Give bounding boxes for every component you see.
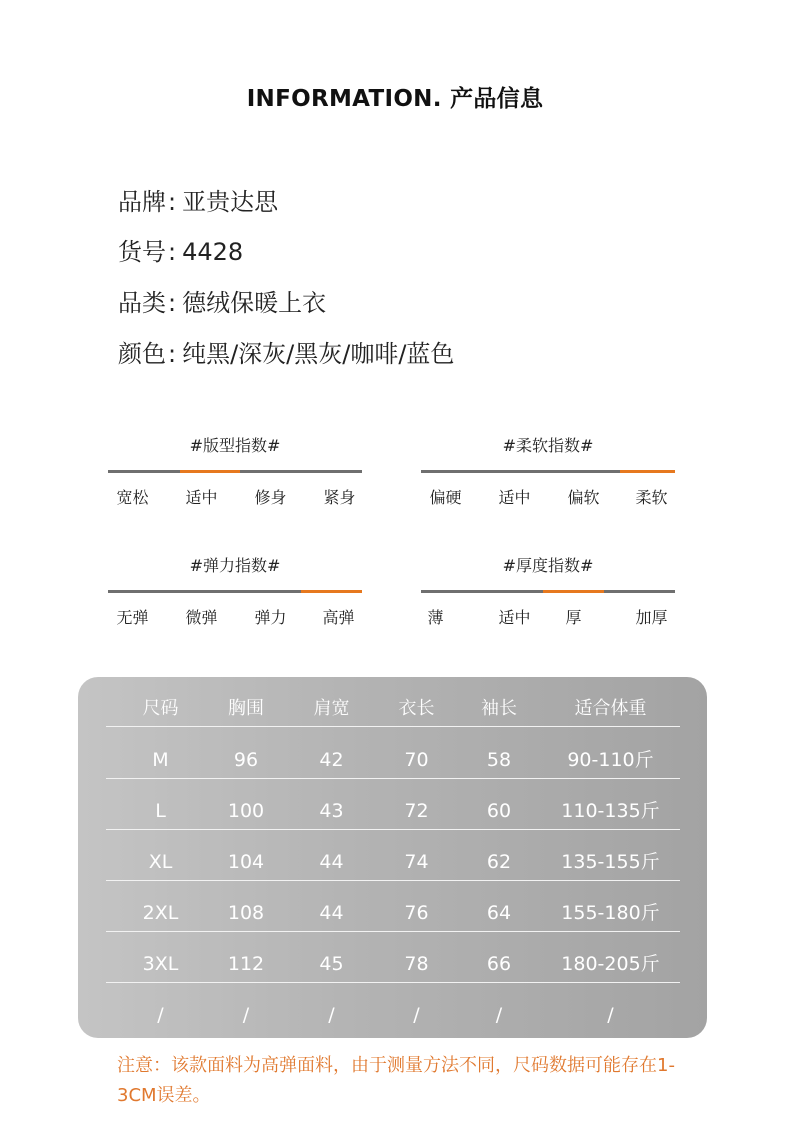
fit-option: 适中	[185, 488, 218, 507]
table-cell: 44	[319, 902, 344, 924]
softness-option: 适中	[498, 488, 531, 507]
table-row	[106, 831, 680, 881]
table-cell: 43	[319, 800, 344, 822]
table-cell: 112	[227, 953, 265, 975]
category-value: 德绒保暖上衣	[182, 289, 327, 317]
color-label: 颜色	[118, 340, 166, 368]
table-cell: /	[328, 1004, 335, 1026]
table-cell: 58	[486, 749, 512, 771]
brand-separator: :	[168, 188, 177, 216]
column-header: 衣长	[398, 698, 435, 719]
row-divider	[106, 931, 680, 932]
page-title: INFORMATION. 产品信息	[246, 86, 544, 112]
fit-index-title: #版型指数#	[189, 436, 281, 455]
thickness-index-marker	[543, 590, 604, 593]
table-row	[106, 882, 680, 932]
table-cell: 72	[404, 800, 429, 822]
category-separator: :	[168, 289, 177, 317]
fit-option: 紧身	[323, 488, 356, 507]
measurement-note: 注意：该款面料为高弹面料，由于测量方法不同，尺码数据可能存在1-3CM误差。	[117, 1055, 675, 1106]
table-cell: /	[157, 1004, 164, 1026]
table-cell: 3XL	[142, 953, 179, 975]
table-row	[106, 729, 680, 779]
thickness-option: 适中	[498, 608, 531, 627]
thickness-option: 薄	[427, 608, 444, 627]
color-separator: :	[168, 340, 177, 368]
table-cell: L	[155, 800, 166, 822]
thickness-index-title: #厚度指数#	[502, 556, 594, 575]
table-cell: 155-180斤	[561, 902, 660, 924]
table-row	[106, 933, 680, 983]
elasticity-option: 微弹	[185, 608, 218, 627]
table-cell: 2XL	[142, 902, 179, 924]
item-number-label: 货号	[118, 238, 166, 266]
column-header: 肩宽	[313, 698, 350, 719]
table-cell: 74	[404, 851, 429, 873]
table-cell: 110-135斤	[561, 800, 660, 822]
column-header: 尺码	[142, 698, 179, 719]
softness-index-marker	[620, 470, 675, 473]
column-header: 适合体重	[574, 698, 647, 719]
softness-index-title: #柔软指数#	[502, 436, 594, 455]
table-cell: 90-110斤	[567, 749, 654, 771]
thickness-option: 厚	[565, 608, 582, 627]
category-label: 品类	[118, 289, 166, 317]
elasticity-option: 无弹	[116, 608, 149, 627]
row-divider	[106, 829, 680, 830]
softness-option: 偏软	[567, 488, 600, 507]
column-header: 袖长	[481, 698, 517, 719]
elasticity-option: 弹力	[254, 608, 287, 627]
size-chart	[78, 677, 707, 1038]
table-cell: /	[495, 1004, 503, 1026]
table-cell: 45	[319, 953, 344, 975]
row-divider	[106, 982, 680, 983]
size-chart-header	[106, 677, 680, 727]
fit-option: 修身	[254, 488, 287, 507]
table-cell: 70	[404, 749, 429, 771]
brand-label: 品牌	[118, 188, 166, 216]
item-number-separator: :	[168, 238, 177, 266]
table-cell: 66	[486, 953, 512, 975]
table-cell: M	[152, 749, 169, 771]
table-cell: 108	[227, 902, 265, 924]
item-number-row	[118, 232, 243, 267]
table-cell: 96	[233, 749, 259, 771]
fit-index-marker	[180, 470, 240, 473]
category-row	[118, 283, 326, 318]
item-number-value: 4428	[182, 238, 244, 266]
table-cell: 100	[227, 800, 265, 822]
table-row	[106, 984, 680, 1034]
column-header: 胸围	[228, 698, 264, 719]
elasticity-option: 高弹	[322, 608, 355, 627]
elasticity-index-title: #弹力指数#	[189, 556, 281, 575]
table-cell: 78	[404, 953, 429, 975]
brand-value: 亚贵达思	[182, 188, 279, 216]
table-row	[106, 780, 680, 830]
color-value: 纯黑/深灰/黑灰/咖啡/蓝色	[182, 340, 455, 368]
brand-row	[118, 182, 278, 217]
table-cell: 104	[227, 851, 265, 873]
table-cell: /	[242, 1004, 250, 1026]
softness-option: 柔软	[635, 488, 668, 507]
table-cell: 44	[319, 851, 344, 873]
table-cell: 135-155斤	[561, 851, 660, 873]
table-cell: 180-205斤	[561, 953, 660, 975]
softness-option: 偏硬	[429, 488, 462, 507]
elasticity-index-marker	[301, 590, 362, 593]
color-row	[118, 334, 454, 369]
table-cell: 42	[319, 749, 344, 771]
row-divider	[106, 726, 680, 727]
thickness-option: 加厚	[635, 608, 668, 627]
table-cell: /	[413, 1004, 420, 1026]
table-cell: 60	[486, 800, 512, 822]
fit-option: 宽松	[116, 488, 149, 507]
table-cell: 76	[404, 902, 429, 924]
table-cell: XL	[148, 851, 173, 873]
table-cell: 64	[486, 902, 512, 924]
row-divider	[106, 778, 680, 779]
table-cell: 62	[486, 851, 512, 873]
row-divider	[106, 880, 680, 881]
table-cell: /	[607, 1004, 614, 1026]
